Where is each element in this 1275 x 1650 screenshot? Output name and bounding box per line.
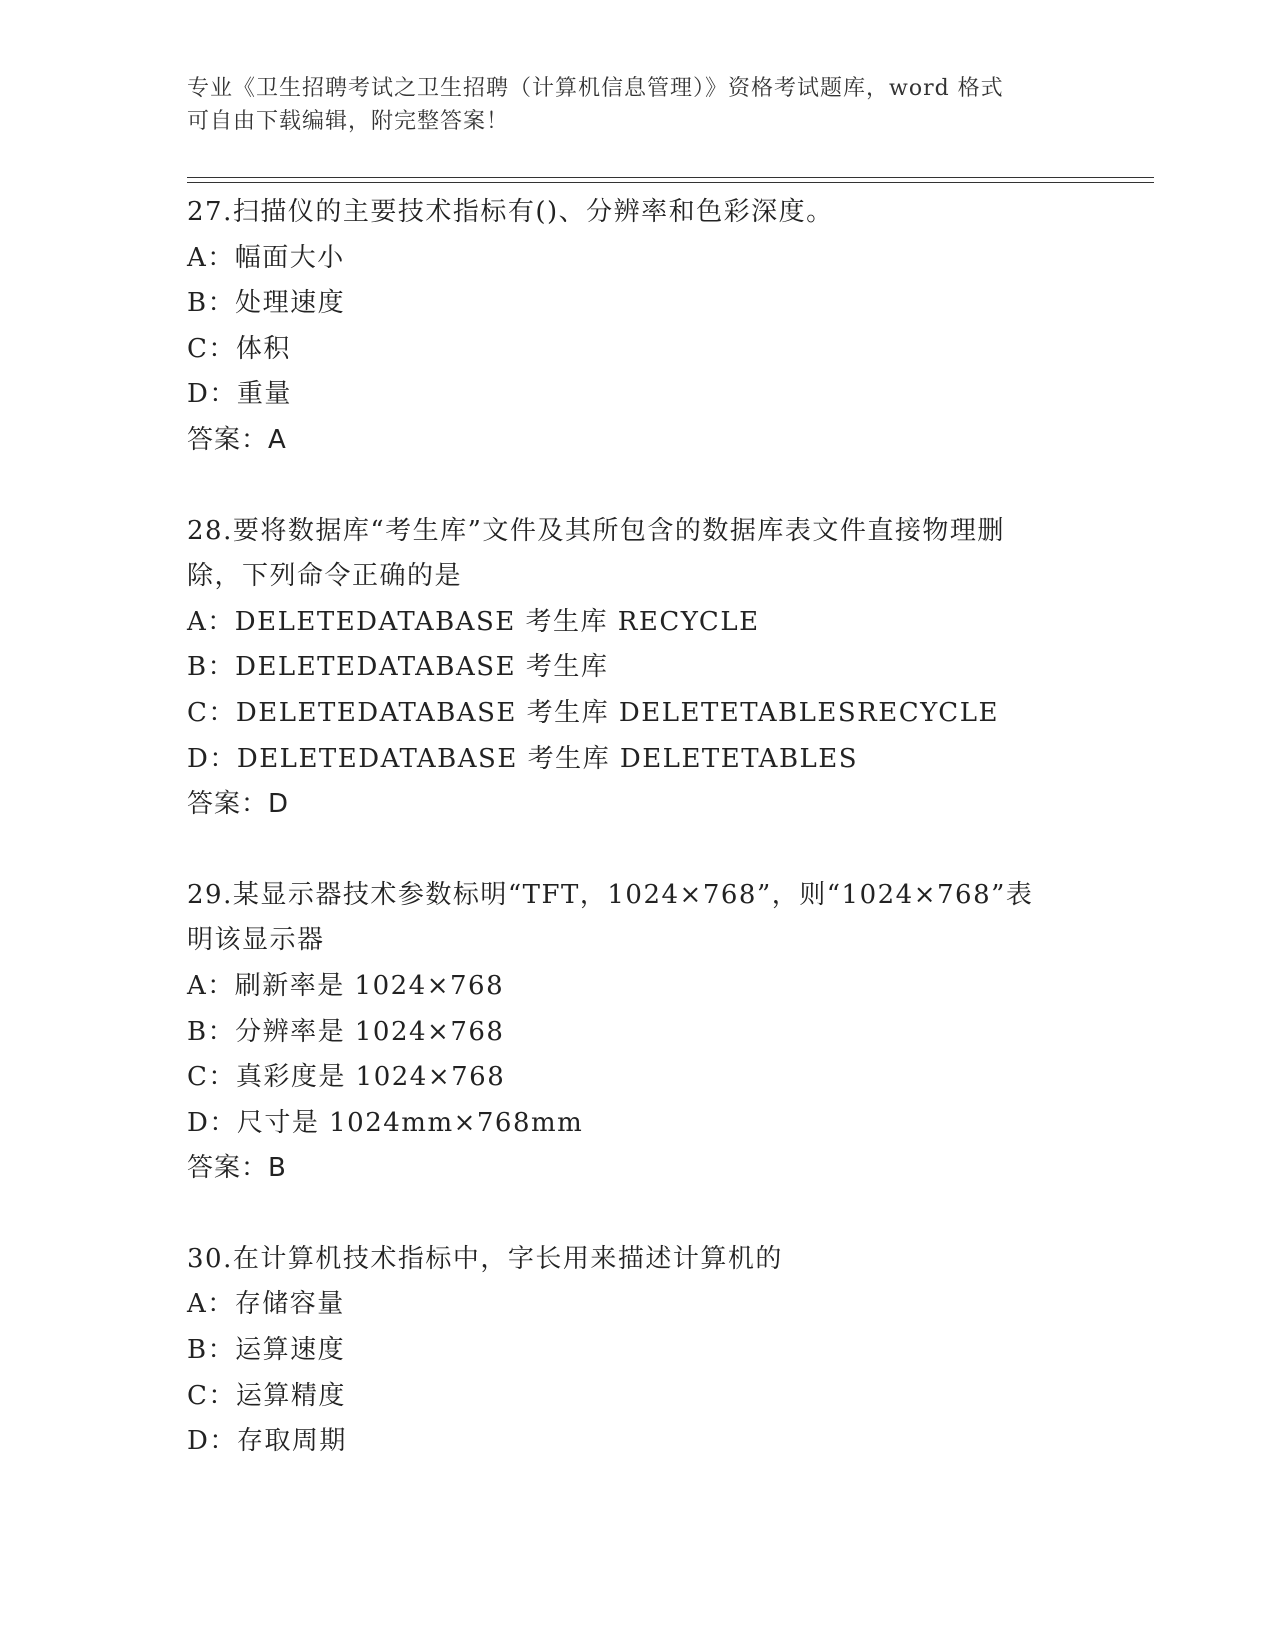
answer-key: 答案：B — [187, 1153, 287, 1184]
option-letter: D： — [187, 1426, 237, 1457]
question-stem — [187, 873, 1087, 964]
option-letter: B： — [187, 652, 236, 683]
answer-option — [187, 600, 1087, 646]
option-text: 重量 — [236, 379, 292, 410]
option-text: DELETEDATABASE 考生库 DELETETABLES — [236, 743, 859, 774]
option-text: 真彩度是 1024×768 — [235, 1062, 506, 1093]
option-letter: B： — [187, 1016, 236, 1047]
answer-key: 答案：D — [187, 789, 290, 820]
question-stem-line: 28.要将数据库“考生库”文件及其所包含的数据库表文件直接物理删 — [187, 515, 1005, 546]
option-text: 分辨率是 1024×768 — [235, 1016, 505, 1047]
option-letter: C： — [187, 1380, 236, 1411]
option-text: 存取周期 — [236, 1426, 347, 1457]
option-text: 存储容量 — [234, 1289, 345, 1320]
question-stem-line: 29.某显示器技术参数标明“TFT，1024×768”，则“1024×768”表 — [187, 879, 1034, 910]
option-letter: A： — [187, 1289, 235, 1320]
option-text: DELETEDATABASE 考生库 — [235, 652, 609, 683]
question-block — [187, 190, 1087, 464]
question-stem — [187, 509, 1087, 600]
header-divider-top — [187, 177, 1154, 178]
header-line-1: 专业《卫生招聘考试之卫生招聘（计算机信息管理）》资格考试题库，word 格式 — [187, 76, 1004, 101]
option-letter: A： — [187, 242, 235, 273]
option-letter: C： — [187, 333, 236, 364]
question-block — [187, 1237, 1087, 1465]
option-letter: D： — [187, 743, 237, 774]
question-stem-line: 27.扫描仪的主要技术指标有()、分辨率和色彩深度。 — [187, 197, 834, 227]
answer-option — [187, 327, 1087, 373]
option-text: 运算精度 — [235, 1380, 346, 1411]
question-list — [187, 190, 1087, 1510]
answer-option — [187, 1101, 1087, 1147]
option-text: 尺寸是 1024mm×768mm — [236, 1107, 584, 1138]
answer-option — [187, 1055, 1087, 1101]
answer-option — [187, 1282, 1087, 1328]
option-text: 处理速度 — [235, 288, 346, 319]
document-header — [187, 72, 1087, 138]
question-stem — [187, 190, 1087, 236]
header-divider-bottom — [187, 182, 1154, 183]
option-text: 刷新率是 1024×768 — [234, 970, 505, 1001]
option-letter: D： — [187, 379, 237, 410]
answer-option — [187, 281, 1087, 327]
question-stem — [187, 1237, 1087, 1283]
answer-option — [187, 964, 1087, 1010]
question-block — [187, 873, 1087, 1192]
option-text: DELETEDATABASE 考生库 RECYCLE — [234, 606, 760, 637]
option-letter: C： — [187, 697, 236, 728]
option-text: 幅面大小 — [234, 242, 345, 273]
option-letter: B： — [187, 1335, 236, 1366]
answer-option — [187, 737, 1087, 783]
option-text: DELETEDATABASE 考生库 DELETETABLESRECYCLE — [235, 697, 999, 728]
option-letter: D： — [187, 1107, 237, 1138]
answer-option — [187, 645, 1087, 691]
option-letter: A： — [187, 970, 235, 1001]
option-letter: A： — [187, 606, 235, 637]
answer-option — [187, 691, 1087, 737]
question-stem-line: 30.在计算机技术指标中，字长用来描述计算机的 — [187, 1243, 783, 1274]
question-stem-line: 除，下列命令正确的是 — [187, 561, 463, 592]
answer-option — [187, 1419, 1087, 1465]
option-letter: C： — [187, 1062, 236, 1093]
answer-option — [187, 1010, 1087, 1056]
answer-option — [187, 1374, 1087, 1420]
header-line-2: 可自由下载编辑，附完整答案！ — [187, 109, 510, 134]
answer-option — [187, 1328, 1087, 1374]
answer-key: 答案：A — [187, 424, 287, 455]
option-text: 运算速度 — [235, 1335, 346, 1366]
option-letter: B： — [187, 288, 236, 319]
question-block — [187, 509, 1087, 828]
question-stem-line: 明该显示器 — [187, 925, 325, 956]
answer-option — [187, 236, 1087, 282]
answer-option — [187, 372, 1087, 418]
option-text: 体积 — [235, 333, 291, 364]
